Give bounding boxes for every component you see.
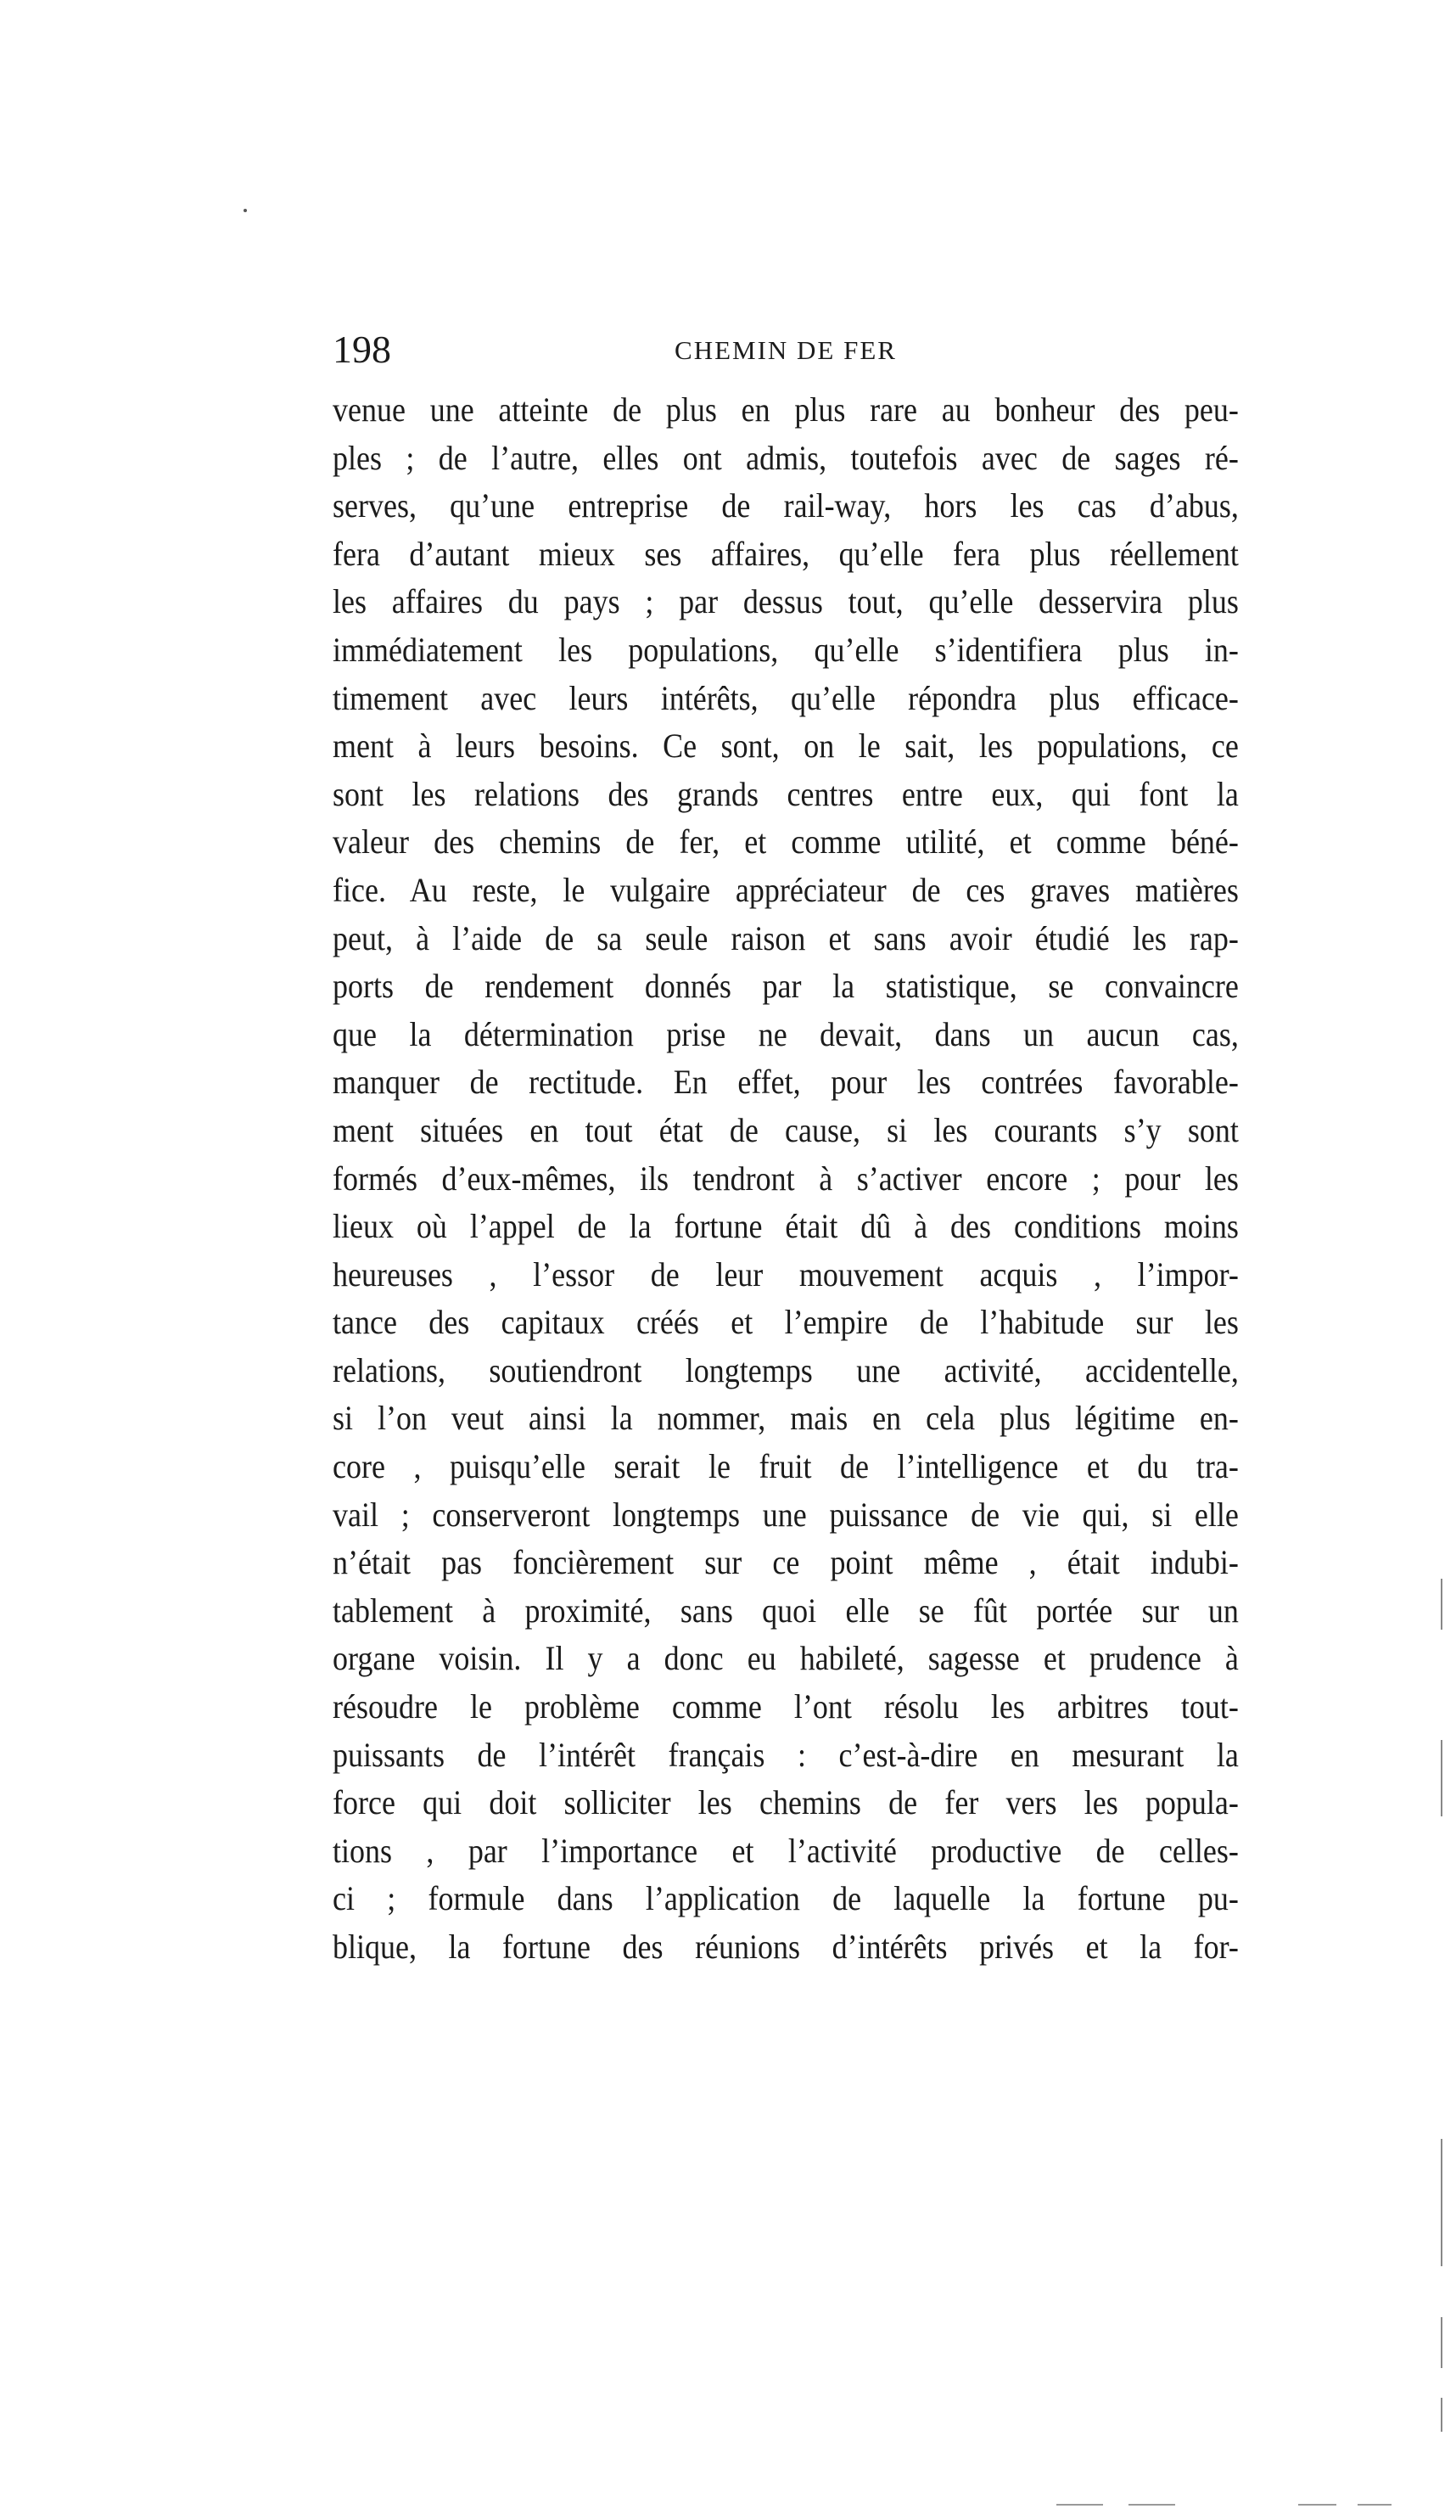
page-number: 198 <box>333 328 391 371</box>
text-line: tions , par l’importance et l’activité productive de celles- <box>333 1831 1239 1870</box>
scan-margin-mark <box>1441 1740 1442 1816</box>
text-line: formés d’eux-mêmes, ils tendront à s’activer encore ; pour les <box>333 1159 1239 1198</box>
text-line: manquer de rectitude. En effet, pour les contrées favorable- <box>333 1063 1239 1102</box>
text-line: si l’on veut ainsi la nommer, mais en cela plus légitime en- <box>333 1399 1239 1438</box>
text-line: ci ; formule dans l’application de laquelle la fortune pu- <box>333 1879 1239 1918</box>
header-title: CHEMIN DE FER <box>675 335 897 365</box>
text-line: core , puisqu’elle serait le fruit de l’intelligence et du tra- <box>333 1447 1239 1486</box>
text-line: venue une atteinte de plus en plus rare au bonheur des peu- <box>333 390 1239 429</box>
text-line: immédiatement les populations, qu’elle s’identifiera plus in- <box>333 630 1239 669</box>
text-line: ports de rendement donnés par la statistique, se convaincre <box>333 967 1239 1006</box>
scan-margin-mark <box>1441 2139 1442 2266</box>
scan-bottom-dash <box>1128 2504 1175 2506</box>
text-line: serves, qu’une entreprise de rail-way, hors les cas d’abus, <box>333 486 1239 525</box>
scan-margin-mark <box>1441 1579 1442 1630</box>
scan-margin-mark <box>1441 2398 1442 2432</box>
body-text <box>333 386 1239 1972</box>
scan-bottom-dash <box>1056 2504 1103 2506</box>
text-line: vail ; conserveront longtemps une puissance de vie qui, si elle <box>333 1495 1239 1534</box>
scan-margin-mark <box>1441 2317 1442 2368</box>
text-line: résoudre le problème comme l’ont résolu les arbitres tout- <box>333 1687 1239 1726</box>
text-line: sont les relations des grands centres entre eux, qui font la <box>333 774 1239 813</box>
text-line: puissants de l’intérêt français : c’est-à-dire en mesurant la <box>333 1735 1239 1774</box>
text-line: tance des capitaux créés et l’empire de l’habitude sur les <box>333 1303 1239 1342</box>
text-line: ment à leurs besoins. Ce sont, on le sait, les populations, ce <box>333 727 1239 766</box>
text-line: heureuses , l’essor de leur mouvement acquis , l’impor- <box>333 1254 1239 1294</box>
text-line: timement avec leurs intérêts, qu’elle répondra plus efficace- <box>333 678 1239 717</box>
text-line: fera d’autant mieux ses affaires, qu’elle fera plus réellement <box>333 534 1239 573</box>
text-line: que la détermination prise ne devait, dans un aucun cas, <box>333 1014 1239 1053</box>
text-line: valeur des chemins de fer, et comme utilité, et comme béné- <box>333 822 1239 862</box>
text-line: force qui doit solliciter les chemins de fer vers les popula- <box>333 1783 1239 1822</box>
text-line: lieux où l’appel de la fortune était dû à des conditions moins <box>333 1207 1239 1246</box>
scan-bottom-dash <box>1358 2504 1392 2506</box>
text-line: organe voisin. Il y a donc eu habileté, sagesse et prudence à <box>333 1639 1239 1678</box>
scan-bottom-dash <box>1298 2504 1336 2506</box>
text-line: n’était pas foncièrement sur ce point même , était indubi- <box>333 1543 1239 1582</box>
text-line: relations, soutiendront longtemps une activité, accidentelle, <box>333 1350 1239 1389</box>
text-line: ples ; de l’autre, elles ont admis, toutefois avec de sages ré- <box>333 438 1239 477</box>
text-line: les affaires du pays ; par dessus tout, qu’elle desservira plus <box>333 582 1239 621</box>
text-line: fice. Au reste, le vulgaire appréciateur de ces graves matières <box>333 870 1239 909</box>
text-line: peut, à l’aide de sa seule raison et sans avoir étudié les rap- <box>333 918 1239 957</box>
running-head <box>333 324 1239 375</box>
scan-speck <box>244 209 247 212</box>
text-line: tablement à proximité, sans quoi elle se fût portée sur un <box>333 1591 1239 1630</box>
text-line: blique, la fortune des réunions d’intérêts privés et la for- <box>333 1928 1239 1966</box>
text-line: ment situées en tout état de cause, si les courants s’y sont <box>333 1110 1239 1149</box>
